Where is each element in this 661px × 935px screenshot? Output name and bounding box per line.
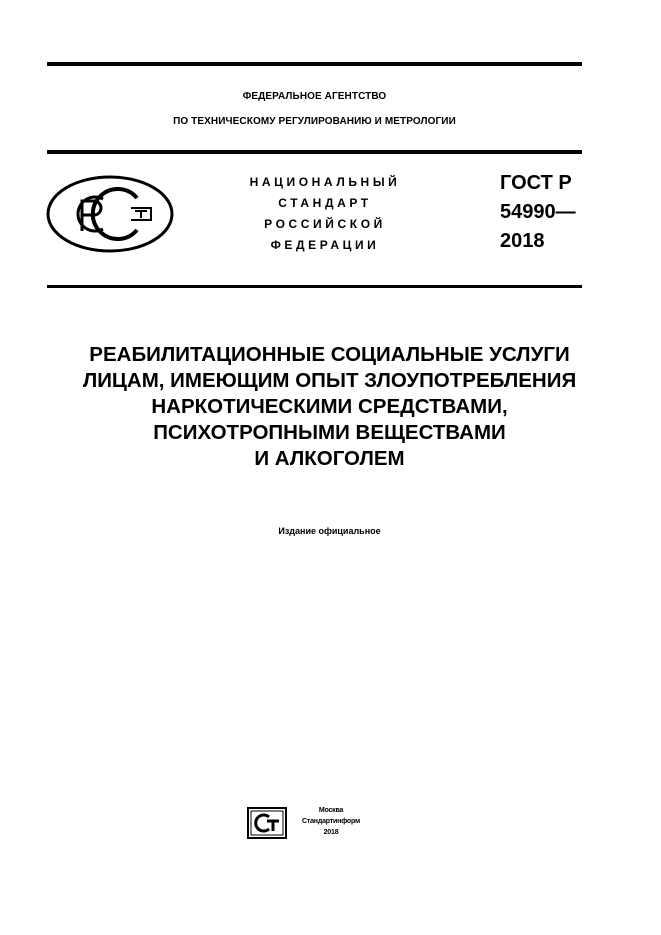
publisher-name: Стандартинформ	[302, 818, 360, 825]
agency-line-2: ПО ТЕХНИЧЕСКОМУ РЕГУЛИРОВАНИЮ И МЕТРОЛОГИИ	[173, 116, 456, 127]
title-line: НАРКОТИЧЕСКИМИ СРЕДСТВАМИ,	[151, 395, 508, 418]
header-bottom-rule	[47, 285, 582, 288]
title-line: ПСИХОТРОПНЫМИ ВЕЩЕСТВАМИ	[153, 421, 506, 444]
title-line: РЕАБИЛИТАЦИОННЫЕ СОЦИАЛЬНЫЕ УСЛУГИ	[89, 343, 570, 366]
national-line: СТАНДАРТ	[278, 196, 372, 210]
designation-line: 2018	[500, 230, 545, 252]
standartinform-logo-icon	[247, 807, 287, 839]
agency-line-1: ФЕДЕРАЛЬНОЕ АГЕНТСТВО	[242, 91, 387, 102]
publication-year: 2018	[323, 829, 339, 836]
designation-line: 54990—	[500, 201, 576, 223]
publisher-city: Москва	[318, 807, 344, 814]
national-line: ФЕДЕРАЦИИ	[270, 238, 380, 252]
rst-certification-icon	[45, 174, 175, 254]
national-line: РОССИЙСКОЙ	[264, 217, 386, 231]
title-line: И АЛКОГОЛЕМ	[254, 447, 405, 470]
designation-line: ГОСТ Р	[500, 172, 572, 194]
national-line: НАЦИОНАЛЬНЫЙ	[249, 175, 401, 189]
title-line: ЛИЦАМ, ИМЕЮЩИМ ОПЫТ ЗЛОУПОТРЕБЛЕНИЯ	[82, 369, 577, 392]
publisher-info	[296, 805, 366, 838]
header-divider	[47, 150, 582, 154]
document-title	[47, 342, 612, 472]
national-standard-label	[240, 172, 410, 256]
edition-label: Издание официальное	[278, 526, 381, 536]
top-rule	[47, 62, 582, 66]
standard-designation	[500, 169, 576, 256]
